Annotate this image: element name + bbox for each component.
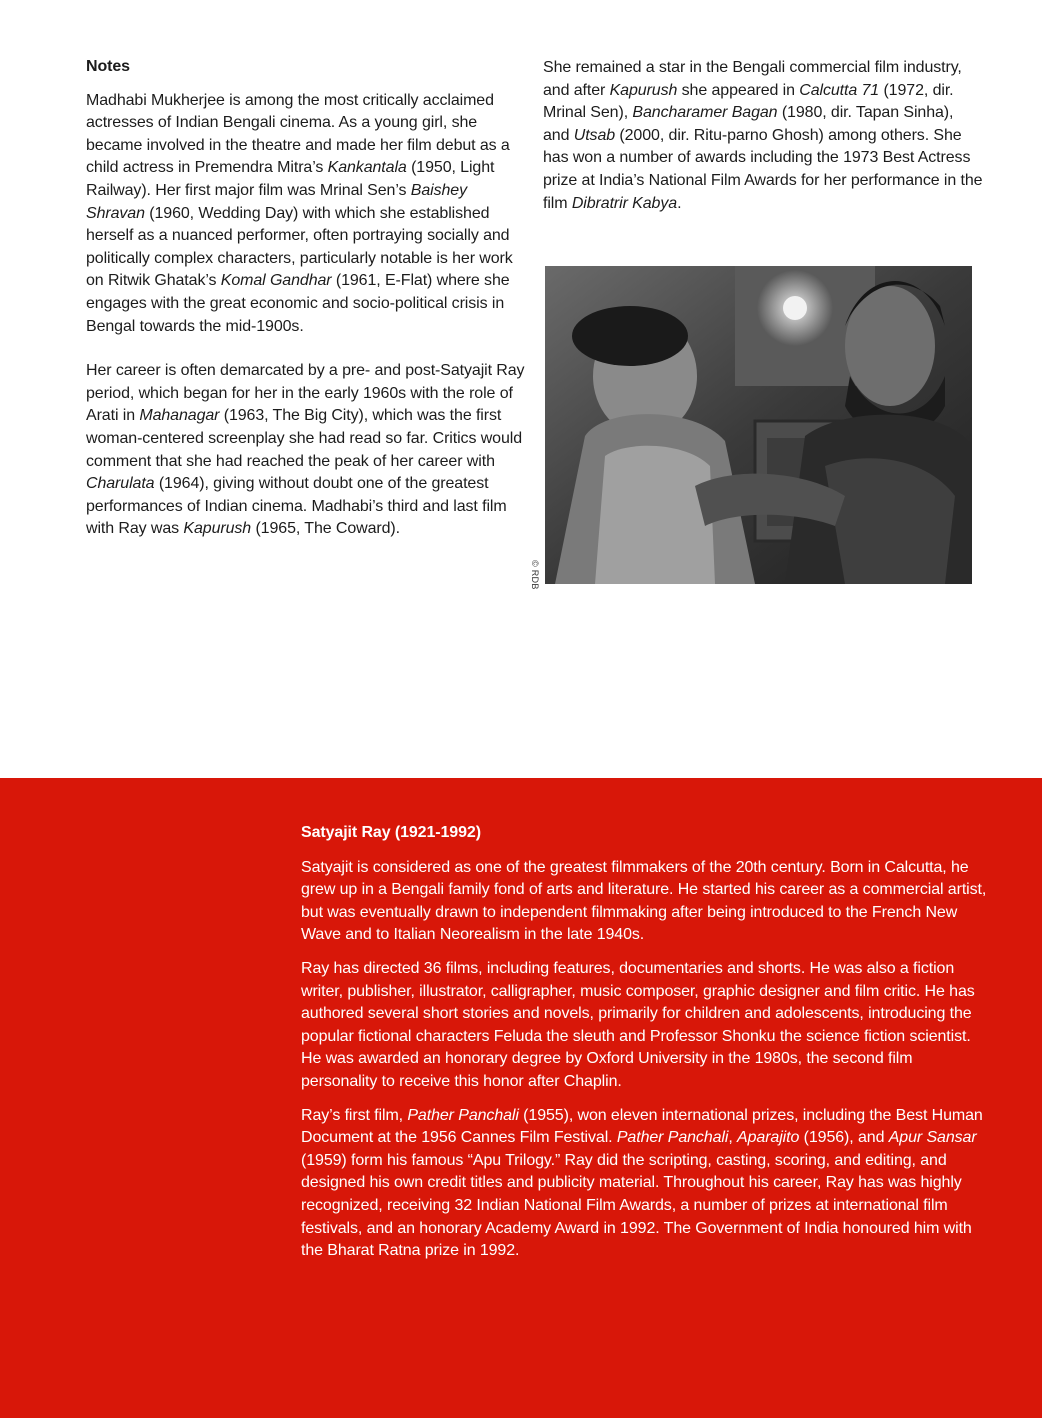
film-title: Dibratrir Kabya	[571, 194, 678, 212]
film-title: Baishey Shravan	[86, 181, 467, 222]
film-title: Mahanagar	[139, 407, 220, 425]
film-title: Aparajito	[737, 1129, 800, 1147]
text-run: Madhabi Mukherjee is among the most critically acclaimed actresses of Indian Bengali cinema. As a young girl, she became involved in the theatre and made her film debut as a child actress in Premendra Mitra’s	[86, 91, 510, 177]
film-title: Komal Gandhar	[220, 272, 332, 290]
text-run: (1965, The Coward).	[251, 520, 401, 538]
text-run: (1972, dir. Mrinal Sen),	[543, 81, 954, 122]
text-run: ,	[728, 1129, 738, 1147]
film-title: Kankantala	[327, 159, 407, 177]
film-title: Kapurush	[183, 520, 252, 538]
text-run: (1961, E-Flat) where she engages with the great economic and socio-political crisis in Bengal towards the mid-1900s.	[86, 272, 510, 335]
film-title: Pather Panchali	[407, 1106, 519, 1124]
photo-credit: © RDB	[530, 560, 540, 590]
film-title: Kapurush	[609, 81, 678, 99]
text-run: (2000, dir. Ritu-parno Ghosh) among others. She has won a number of awards including the 1973 Best Actress prize at India’s National Film Awards for her performance in the film	[543, 126, 983, 212]
text-run: (1956), and	[799, 1129, 889, 1147]
notes-heading: Notes	[86, 58, 130, 75]
text-run: (1980, dir. Tapan Sinha), and	[543, 104, 954, 144]
bio-paragraph-1: Satyajit is considered as one of the greatest filmmakers of the 20th century. Born in Calcutta, he grew up in a Bengali family fond of arts and literature. He started his career as a commercial artist, but was eventually drawn to independent filmmaking after being introduced to the French New Wave and to Italian Neorealism in the late 1940s.	[301, 858, 987, 944]
text-run: Ray’s first film,	[301, 1106, 408, 1124]
bio-paragraph-2: Ray has directed 36 films, including features, documentaries and shorts. He was also a fiction writer, publisher, illustrator, calligrapher, music composer, graphic designer and film critic. He has authored several short stories and novels, primarily for children and adolescents, introducing the popular fictional characters Feluda the sleuth and Professor Shonku the science fiction scientist. He was awarded an honorary degree by Oxford University in the 1980s, the second film personality to receive this honor after Chaplin.	[301, 959, 975, 1090]
notes-column	[86, 56, 526, 541]
film-title: Bancharamer Bagan	[632, 104, 778, 122]
film-title: Calcutta 71	[799, 81, 880, 99]
film-still-photo	[545, 266, 972, 584]
film-title: Apur Sansar	[888, 1129, 977, 1147]
film-title: Pather Panchali	[616, 1129, 729, 1147]
text-run: (1955), won eleven international prizes, including the Best Human Document at the 1956 Cannes Film Festival.	[301, 1106, 983, 1147]
film-still-image	[545, 266, 972, 584]
film-title: Utsab	[573, 126, 616, 144]
text-run: (1963, The Big City), which was the first woman-centered screenplay she had read so far. Critics would comment that she had reached the peak of her career with	[86, 407, 523, 470]
text-run: .	[677, 194, 682, 212]
text-run: She remained a star in the Bengali commercial film industry, and after	[543, 59, 962, 99]
text-run: (1959) form his famous “Apu Trilogy.” Ray did the scripting, casting, scoring, and editing, and designed his own credit titles and publicity material. Throughout his career, Ray has was highly recognized, receiving 32 Indian National Film Awards, a number of prizes at international film festivals, and an honorary Academy Award in 1992. The Government of India honoured him with the Bharat Ratna prize in 1992.	[301, 1151, 972, 1260]
text-run: (1964), giving without doubt one of the greatest performances of Indian cinema. Madhabi’s third and last film with Ray was	[86, 475, 507, 538]
text-run: (1960, Wedding Day) with which she established herself as a nuanced performer, often portraying socially and politically complex characters, particularly notable is her work on Ritwik Ghatak’s	[86, 204, 513, 290]
notes-paragraph-1	[86, 90, 526, 339]
bio-paragraph-3	[301, 1105, 991, 1263]
bio-section	[301, 822, 991, 1263]
film-title: Charulata	[86, 475, 155, 493]
notes-paragraph-3	[543, 57, 983, 215]
text-run: (1950, Light Railway). Her first major film was Mrinal Sen’s	[86, 159, 495, 199]
notes-column-right	[543, 57, 983, 215]
notes-paragraph-2	[86, 360, 526, 541]
text-run: she appeared in	[677, 81, 800, 99]
text-run: Her career is often demarcated by a pre- and post-Satyajit Ray period, which began for her in the early 1960s with the role of Arati in	[86, 362, 525, 425]
bio-heading: Satyajit Ray (1921-1992)	[301, 824, 481, 841]
